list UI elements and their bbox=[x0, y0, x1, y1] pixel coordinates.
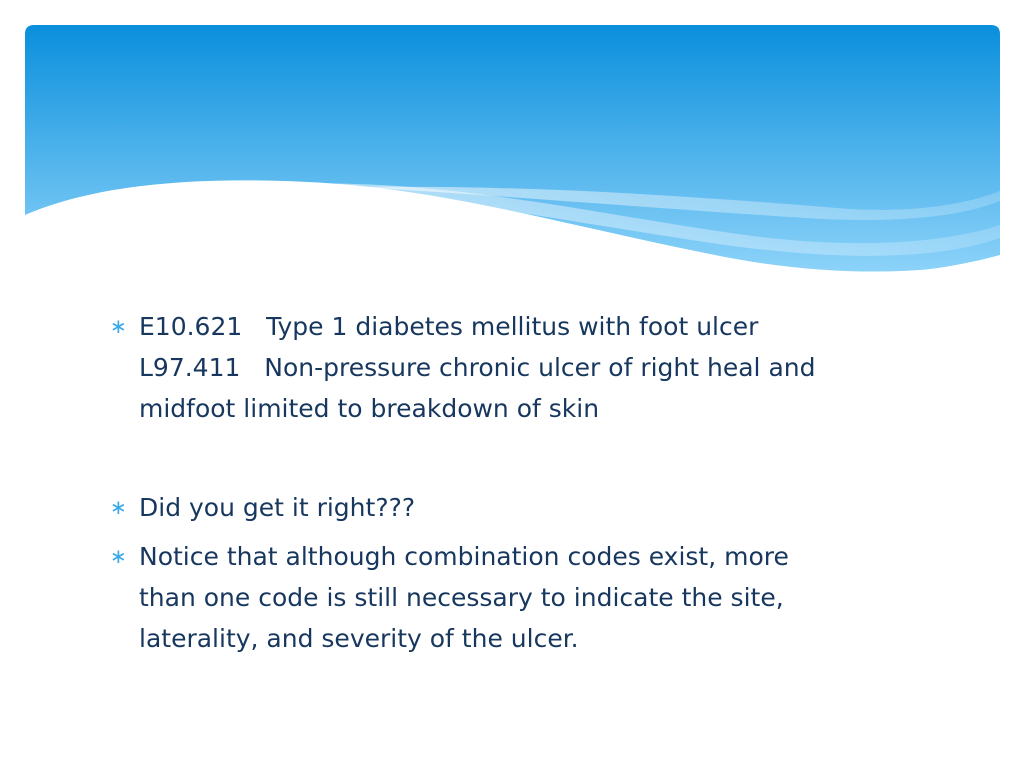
slide-body bbox=[110, 306, 930, 659]
bullet-item bbox=[110, 487, 930, 528]
bullet-text-line: than one code is still necessary to indicate the site, bbox=[139, 583, 784, 612]
asterisk-bullet-icon: ∗ bbox=[110, 495, 127, 519]
bullet-text-line: E10.621 Type 1 diabetes mellitus with foot ulcer bbox=[139, 312, 759, 341]
asterisk-bullet-icon: ∗ bbox=[110, 314, 127, 338]
bullet-text-line: midfoot limited to breakdown of skin bbox=[139, 394, 600, 423]
bullet-text-line: laterality, and severity of the ulcer. bbox=[139, 624, 579, 653]
bullet-text-line: L97.411 Non-pressure chronic ulcer of right heal and bbox=[139, 353, 816, 382]
bullet-text-line: Did you get it right??? bbox=[139, 493, 416, 522]
bullet-item bbox=[110, 306, 930, 429]
wave-banner bbox=[25, 25, 1000, 287]
asterisk-bullet-icon: ∗ bbox=[110, 544, 127, 568]
bullet-item bbox=[110, 536, 930, 659]
bullet-text-line: Notice that although combination codes exist, more bbox=[139, 542, 789, 571]
